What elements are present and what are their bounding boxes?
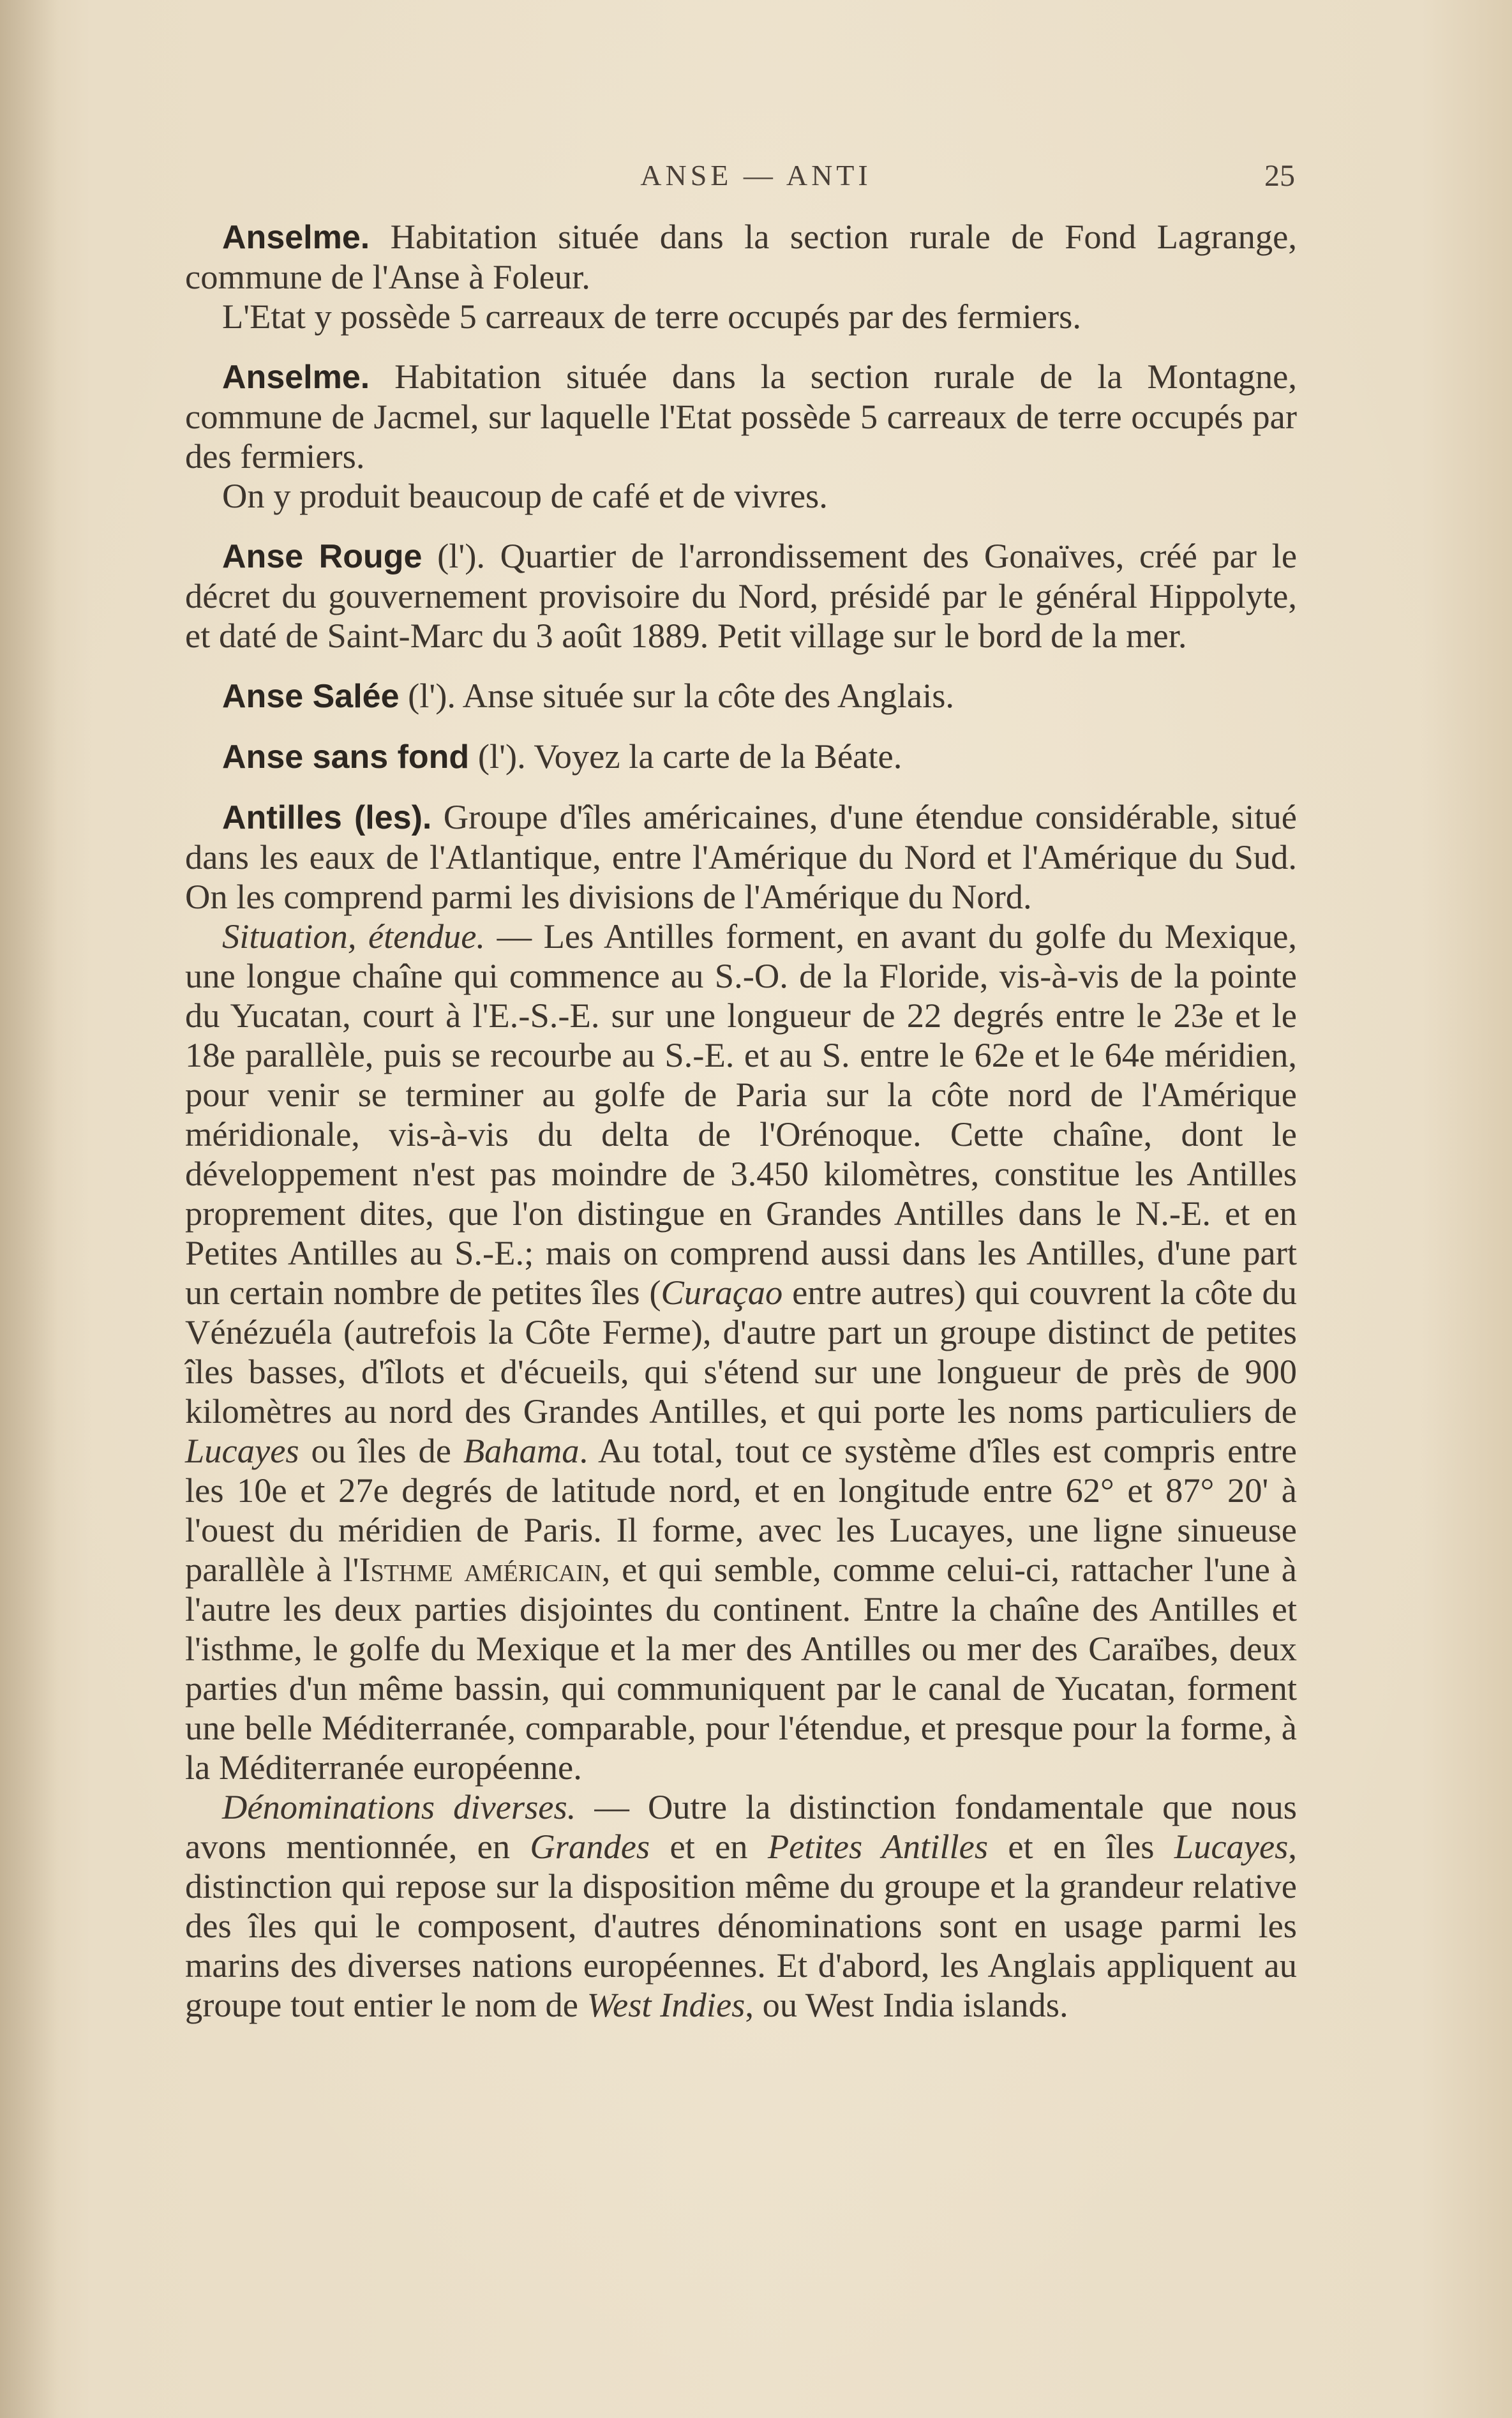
body-text: , distinction qui repose sur la disposition même du groupe et la grandeur relative des îles qui le composent, d'autres dénominations sont en usage parmi les marins des diverses nations européennes. Et d'abord, les Anglais appliquent au groupe tout entier le nom de [185,1827,1297,2024]
section-label: Dénominations diverses. [222,1787,576,1826]
entry-headword-suffix: (l'). [437,536,485,575]
body-text: — Outre la distinction fondamentale que nous avons mentionnée, en [185,1787,1298,1866]
entry-headword-suffix: (l'). [477,737,526,776]
entry-headword: Anse sans fond [222,739,470,776]
entry-text: Quartier de l'arrondissement des Gonaïves, créé par le décret du gouvernement provisoire du Nord, présidé par le général Hippolyte, et daté de Saint-Marc du 3 août 1889. Petit village sur le bord de la mer. [185,536,1298,655]
section-label: Situation, étendue. [222,917,486,956]
denominations-paragraph [185,1787,1297,2025]
entry-headword: Anse Rouge [222,538,423,575]
entry-anselme-1 [185,217,1297,336]
entry-paragraph [185,536,1297,656]
entry-text: Habitation située dans la section rurale de la Montagne, commune de Jacmel, sur laquelle l'Etat possède 5 carreaux de terre occupés par des fermiers. [185,357,1297,476]
body-text: ou îles de [299,1431,463,1470]
italic-term: Petites Antilles [767,1827,989,1866]
entry-paragraph [185,797,1297,917]
entry-headword: Antilles (les). [222,799,432,836]
entry-headword: Anse Salée [222,678,400,715]
page-number: 25 [1264,159,1295,193]
body-text: entre autres) qui couvrent la côte du Vénézuéla (autrefois la Côte Ferme), d'autre part un groupe distinct de petites îles basses, d'îlots et d'écueils, qui s'étend sur une longueur de près de 900 kilomètres au nord des Grandes Antilles, et qui porte les noms particuliers de [185,1273,1297,1431]
entry-antilles [185,797,1297,2025]
entry-anse-rouge [185,536,1297,656]
entry-text: Groupe d'îles américaines, d'une étendue considérable, situé dans les eaux de l'Atlantique, entre l'Amérique du Nord et l'Amérique du Sud. On les comprend parmi les divisions de l'Amérique du Nord. [185,797,1297,916]
entry-text: Habitation située dans la section rurale de Fond Lagrange, commune de l'Anse à Foleur. [185,217,1298,296]
entry-paragraph [185,737,1297,777]
entry-anse-salee [185,676,1297,716]
italic-term: Lucayes [1174,1827,1289,1866]
body-text: et en îles [988,1827,1174,1866]
entry-headword-suffix: (l'). [408,676,456,715]
page-spine-shadow [0,0,57,2418]
body-text: — Les Antilles forment, en avant du golfe du Mexique, une longue chaîne qui commence au S.-O. de la Floride, vis-à-vis de la pointe du Yucatan, court à l'E.-S.-E. sur une longueur de 22 degrés entre le 23e et le 18e parallèle, puis se recourbe au S.-E. et au S. entre le 62e et le 64e méridien, pour venir se terminer au golfe de Paria sur la côte nord de l'Amérique méridionale, vis-à-vis du delta de l'Orénoque. Cette chaîne, dont le développement n'est pas moindre de 3.450 kilomètres, constitue les Antilles proprement dites, que l'on distingue en Grandes Antilles dans le N.-E. et en Petites Antilles au S.-E.; mais on comprend aussi dans les Antilles, d'une part un certain nombre de petites îles ( [185,917,1298,1312]
italic-term: Bahama [463,1431,580,1470]
body-text: , ou West India islands. [745,1985,1068,2024]
running-header [0,158,1512,197]
small-caps-term: Isthme américain [359,1550,602,1589]
page-body [185,217,1297,2025]
entry-paragraph [185,676,1297,716]
entry-paragraph [185,217,1297,297]
running-title: ANSE — ANTI [640,159,872,191]
body-text: , et qui semble, comme celui-ci, rattacher l'une à l'autre les deux parties disjointes du continent. Entre la chaîne des Antilles et l'isthme, le golfe du Mexique et la mer des Antilles ou mer des Caraïbes, deux parties d'un même bassin, qui communiquent par le canal de Yucatan, forment une belle Méditerranée, comparable, pour l'étendue, et presque pour la forme, à la Méditerranée européenne. [185,1550,1297,1787]
entry-paragraph [185,357,1297,476]
entry-anse-sans-fond [185,737,1297,777]
entry-text: Anse située sur la côte des Anglais. [462,676,955,715]
entry-headword: Anselme. [222,359,370,396]
italic-term: Curaçao [661,1273,783,1312]
italic-term: Grandes [530,1827,650,1866]
body-text: . Au total, tout ce système d'îles est compris entre les 10e et 27e degrés de latitude nord, et en longitude entre 62° et 87° 20' à l'ouest du méridien de Paris. Il forme, avec les Lucayes, une ligne sinueuse parallèle à l' [185,1431,1297,1589]
entry-text: On y produit beaucoup de café et de vivres. [222,476,828,515]
entry-paragraph [185,297,1297,336]
entry-anselme-2 [185,357,1297,516]
entry-paragraph [185,476,1297,516]
italic-term: West Indies [587,1985,745,2024]
body-text: et en [650,1827,768,1866]
situation-paragraph [185,917,1297,1787]
entry-text: L'Etat y possède 5 carreaux de terre occupés par des fermiers. [222,297,1081,336]
entry-headword: Anselme. [222,219,370,256]
italic-term: Lucayes [185,1431,299,1470]
entry-text: Voyez la carte de la Béate. [534,737,902,776]
